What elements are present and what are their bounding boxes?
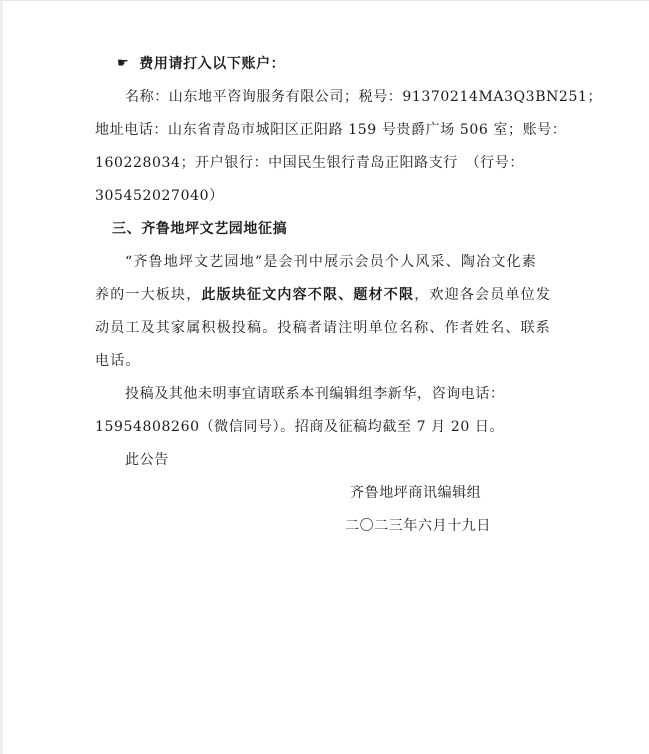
signature-date: 二〇二三年六月十九日 — [345, 518, 491, 534]
para2-line2: 15954808260（微信同号）。招商及征稿均截至 7 月 20 日。 — [95, 419, 505, 435]
para1-line2 — [95, 285, 560, 305]
fees-line-address: 地址电话：山东省青岛市城阳区正阳路 159 号贵爵广场 506 室；账号： — [95, 122, 567, 138]
fees-heading — [95, 54, 560, 74]
para1-line2-pre: 养的一大板块， — [95, 287, 202, 303]
signature-org: 齐鲁地坪商讯编辑组 — [350, 485, 482, 501]
page-edge — [0, 1, 3, 754]
para1-line4: 电话。 — [95, 353, 141, 369]
document-content — [95, 54, 603, 536]
para1-line2-post: ，欢迎各会员单位发 — [414, 287, 552, 303]
para1-line1: “齐鲁地坪文艺园地”是会刊中展示会员个人风采、陶冶文化素 — [125, 254, 537, 270]
section3-heading: 三、齐鲁地坪文艺园地征搞 — [112, 221, 288, 237]
para1-line2-bold: 此版块征文内容不限、题材不限 — [201, 287, 415, 303]
notice-text: 此公告 — [125, 452, 169, 468]
para2-line1: 投稿及其他未明事宜请联系本刊编辑组李新华，咨询电话： — [125, 386, 505, 402]
fees-line-bank-code: 305452027040） — [95, 188, 224, 204]
fees-line-name: 名称：山东地平咨询服务有限公司；税号：91370214MA3Q3BN251； — [125, 89, 603, 105]
pointing-hand-icon: ☛ — [117, 56, 130, 71]
para1-line3: 动员工及其家属积极投稿。投稿者请注明单位名称、作者姓名、联系 — [95, 320, 551, 336]
fees-line-bank: 160228034；开户银行：中国民生银行青岛正阳路支行 （行号： — [95, 155, 524, 171]
fees-heading-text: 费用请打入以下账户： — [139, 56, 286, 72]
